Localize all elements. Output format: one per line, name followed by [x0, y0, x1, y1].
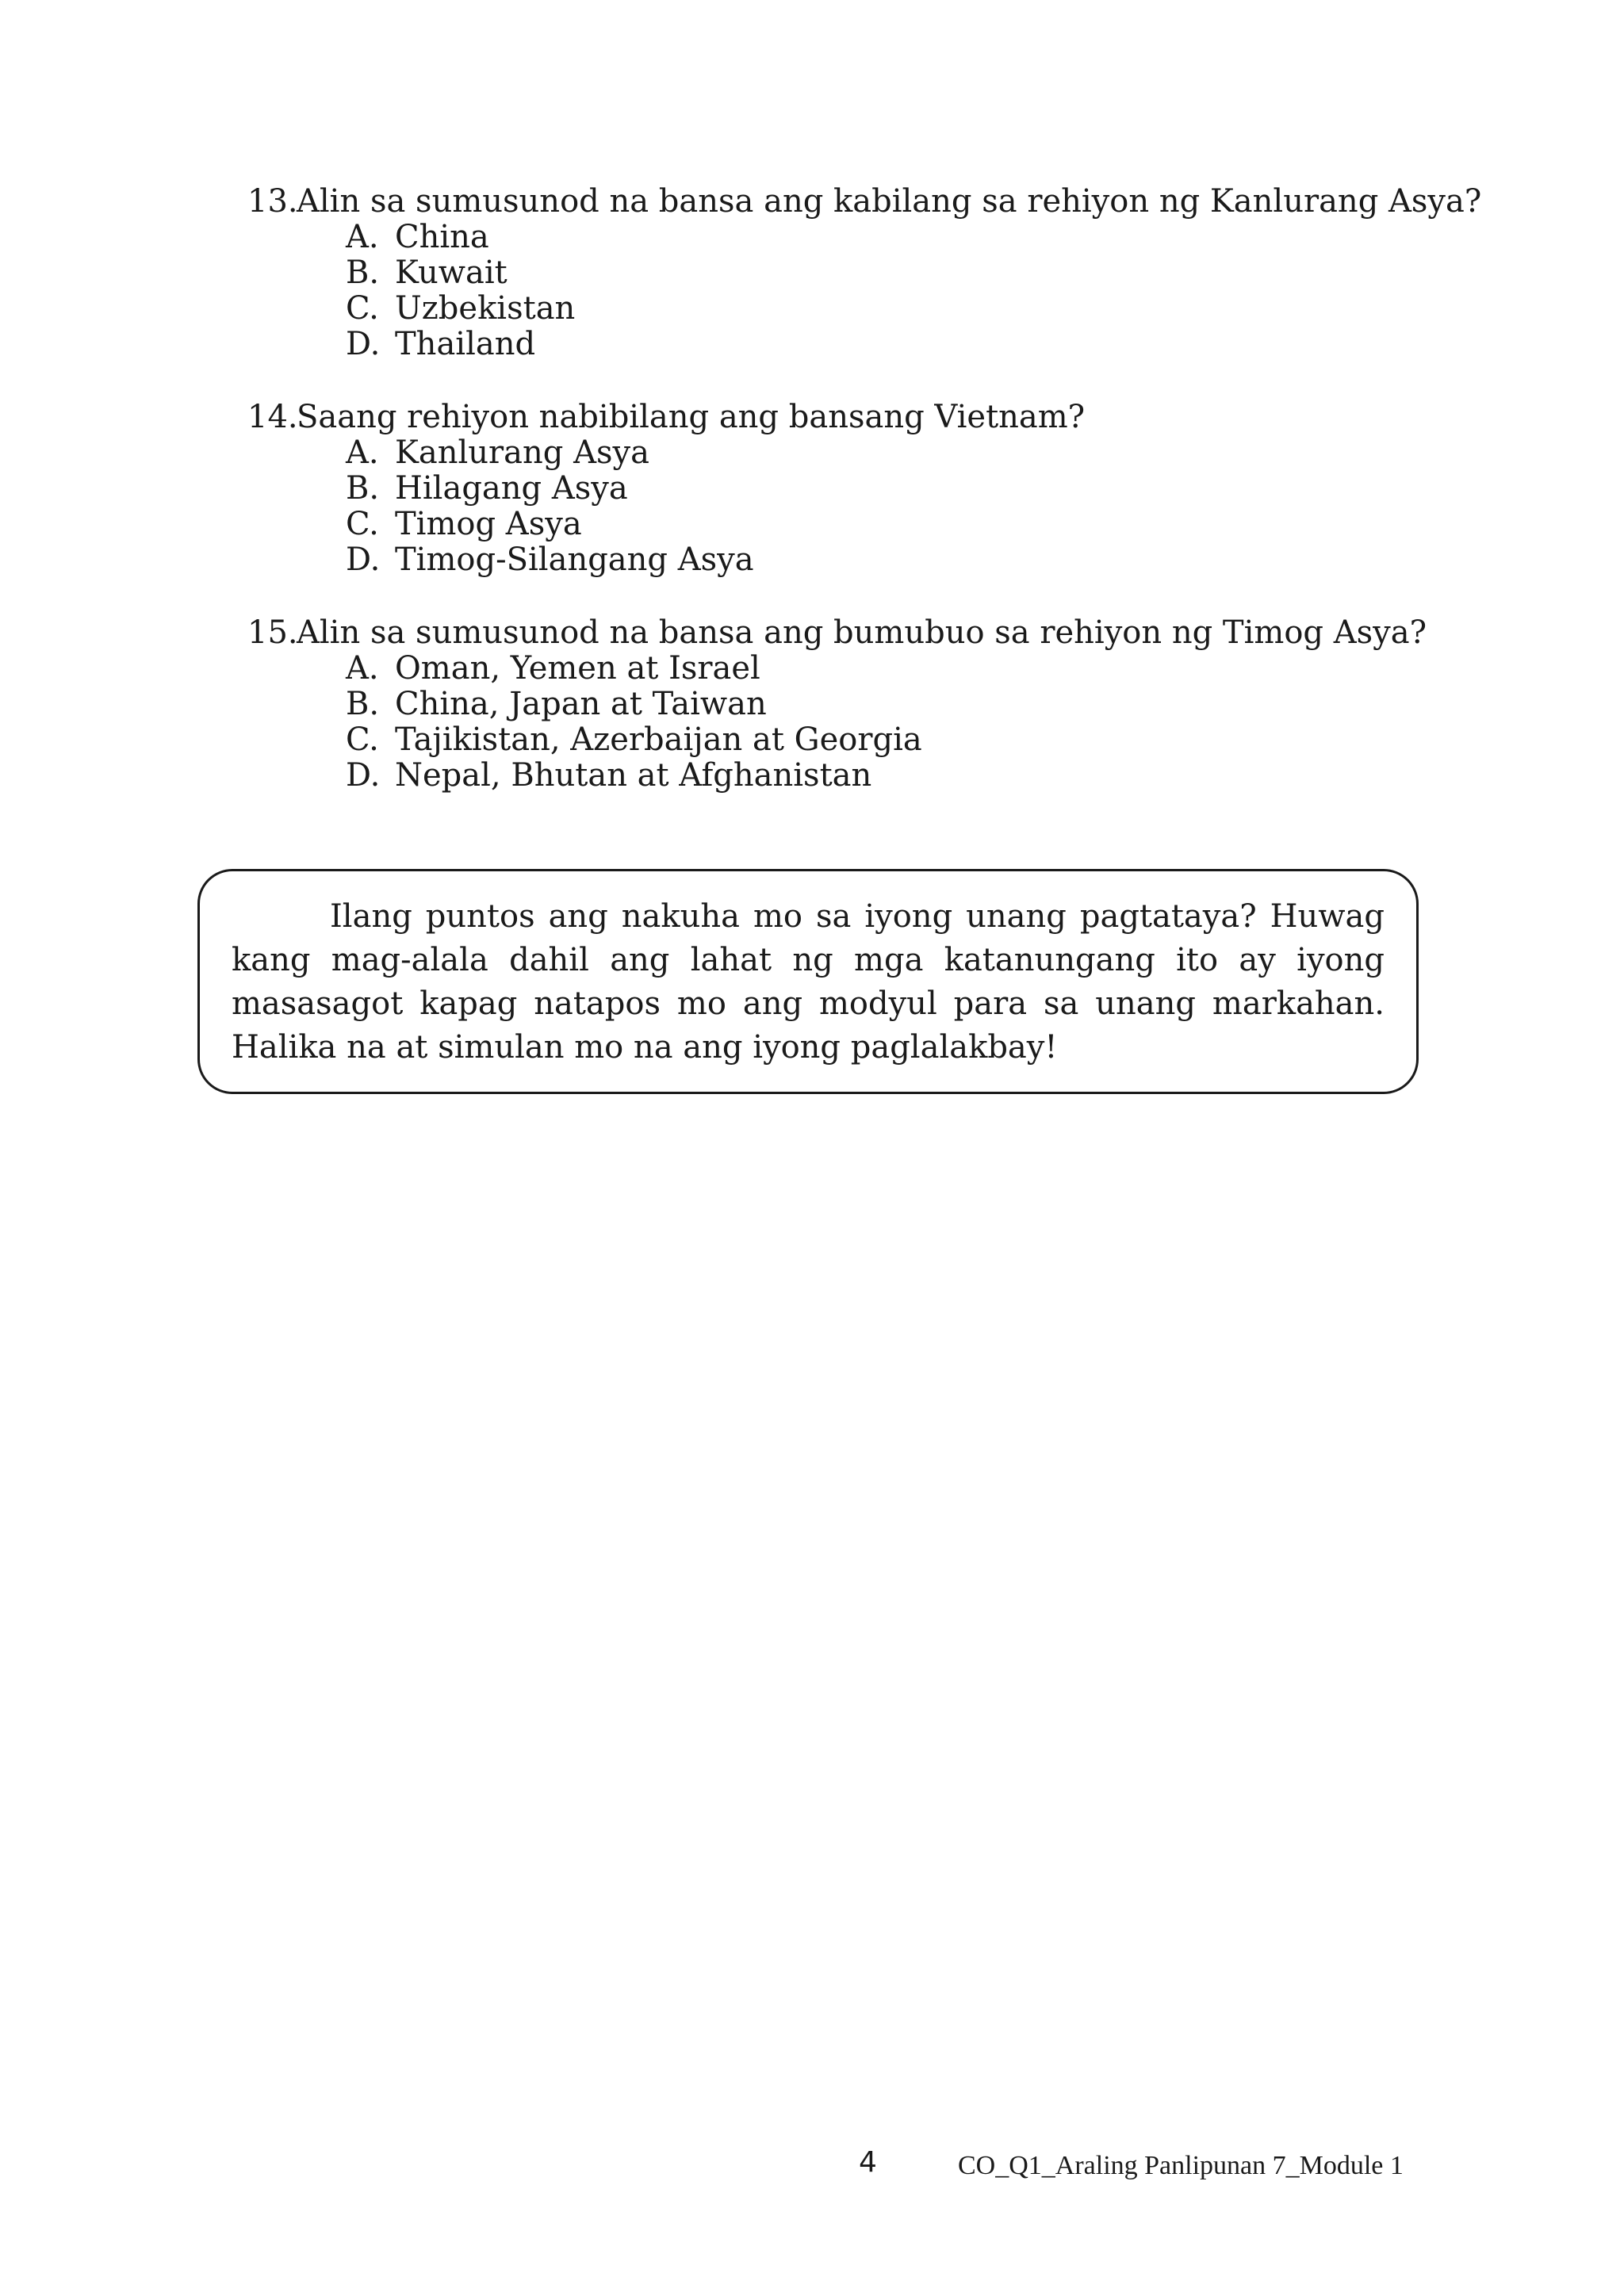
choice-letter: D. — [346, 326, 381, 362]
choice-letter: D. — [346, 541, 381, 578]
choice-item — [247, 220, 1437, 255]
choice-letter: C. — [346, 506, 379, 542]
question-stem — [247, 183, 1482, 220]
encouragement-note-text: Ilang puntos ang nakuha mo sa iyong unang pagtataya? Huwag kang mag-alala dahil ang lahat ng mga katanungang ito ay iyong masasagot kapag natapos mo ang modyul para sa unang markahan. Halika na at simulan mo na ang iyong paglalakbay! — [232, 898, 1385, 1066]
choice-item — [247, 291, 1437, 327]
choice-list — [247, 435, 1437, 578]
question-15 — [247, 615, 1437, 794]
question-text: Saang rehiyon nabibilang ang bansang Vietnam? — [297, 399, 1086, 435]
question-text: Alin sa sumusunod na bansa ang kabilang sa rehiyon ng Kanlurang Asya? — [297, 183, 1482, 220]
choice-item — [247, 722, 1437, 758]
question-number: 15. — [247, 614, 298, 651]
choice-text: China, Japan at Taiwan — [395, 686, 767, 722]
choice-text: Nepal, Bhutan at Afghanistan — [395, 757, 872, 794]
module-code: CO_Q1_Araling Panlipunan 7_Module 1 — [958, 2151, 1404, 2180]
question-text: Alin sa sumusunod na bansa ang bumubuo sa rehiyon ng Timog Asya? — [297, 614, 1427, 651]
choice-item — [247, 327, 1437, 362]
choice-item — [247, 687, 1437, 722]
choice-letter: C. — [346, 290, 379, 327]
question-stem — [247, 400, 1437, 435]
question-stem — [247, 615, 1437, 651]
choice-item — [247, 507, 1437, 542]
choice-item — [247, 651, 1437, 687]
choice-text: Kanlurang Asya — [395, 434, 649, 471]
question-13 — [247, 183, 1482, 362]
choice-item — [247, 542, 1437, 578]
choice-item — [247, 435, 1437, 471]
choice-letter: B. — [346, 470, 380, 507]
choice-letter: B. — [346, 686, 380, 722]
choice-text: Kuwait — [395, 254, 508, 291]
choice-letter: A. — [346, 219, 379, 255]
choice-text: China — [395, 219, 489, 255]
question-number: 14. — [247, 399, 298, 435]
choice-letter: A. — [346, 650, 379, 687]
encouragement-note-box — [197, 869, 1419, 1094]
choice-list — [247, 220, 1437, 362]
choice-item — [247, 255, 1437, 291]
choice-text: Oman, Yemen at Israel — [395, 650, 760, 687]
choice-text: Timog Asya — [395, 506, 582, 542]
question-14 — [247, 400, 1437, 578]
choice-item — [247, 471, 1437, 507]
question-number: 13. — [247, 183, 298, 220]
choice-letter: A. — [346, 434, 379, 471]
choice-text: Hilagang Asya — [395, 470, 628, 507]
choice-text: Tajikistan, Azerbaijan at Georgia — [395, 721, 922, 758]
page-number: 4 — [859, 2146, 877, 2179]
choice-letter: C. — [346, 721, 379, 758]
choice-letter: B. — [346, 254, 380, 291]
choice-text: Thailand — [395, 326, 536, 362]
choice-item — [247, 758, 1437, 794]
choice-text: Timog-Silangang Asya — [395, 541, 754, 578]
choice-text: Uzbekistan — [395, 290, 576, 327]
choice-letter: D. — [346, 757, 381, 794]
choice-list — [247, 651, 1437, 794]
